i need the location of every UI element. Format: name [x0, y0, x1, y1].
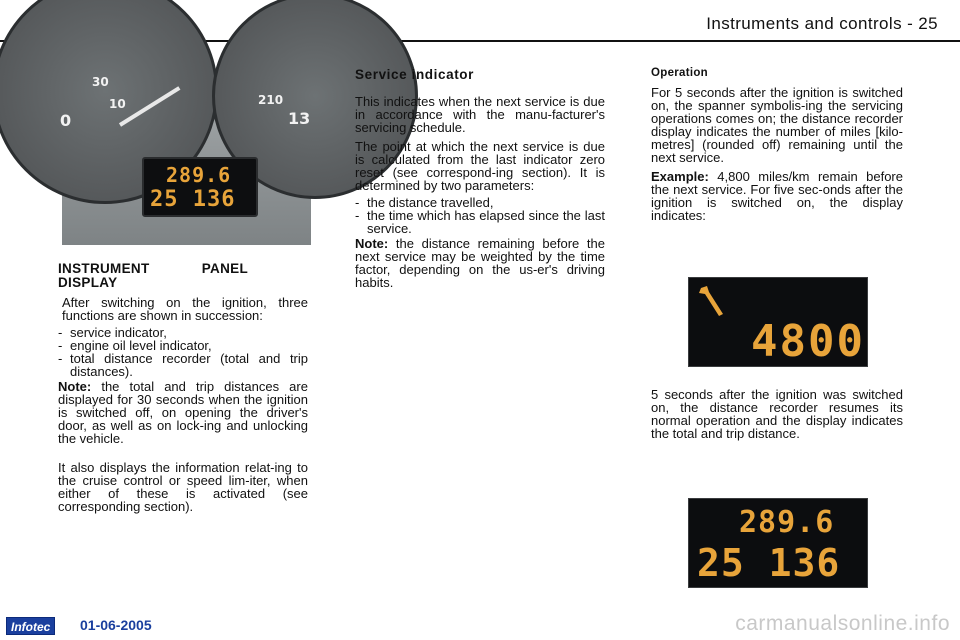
trip-distance-value: 289.6: [739, 505, 835, 540]
note-label: Note:: [58, 379, 92, 394]
gauge-label-210: 210: [258, 93, 284, 107]
example-label: Example:: [651, 169, 709, 184]
middle-p2: The point at which the next service is due is calculated from the last indicator zero reset (see correspond-ing section). It is determined by two parameters:: [355, 139, 605, 193]
left-column: [58, 262, 308, 519]
service-distance-value: 4800: [751, 316, 865, 367]
spanner-icon: [697, 284, 727, 318]
note-text: the distance remaining before the next service may be weighted by the time factor, depending on the us-er's driving habits.: [355, 236, 605, 290]
example-text: 4,800 miles/km remain before the next service. For five sec-onds after the ignition is switched on, the display indicates:: [651, 169, 903, 223]
instrument-cluster-photo: [62, 73, 311, 245]
gauge-label-13: 13: [288, 109, 311, 128]
footer-brand: Infotec: [11, 620, 51, 634]
right-column: [651, 67, 903, 228]
gauge-label-0: 0: [60, 111, 72, 130]
service-display: [688, 277, 868, 367]
service-indicator-heading: Service indicator: [355, 67, 474, 82]
instrument-panel-heading: INSTRUMENT PANEL DISPLAY: [58, 261, 248, 290]
middle-column: [355, 67, 605, 295]
cluster-total-distance: 25 136: [150, 187, 236, 212]
distance-display: [688, 498, 868, 588]
operation-heading: Operation: [651, 67, 709, 79]
list-item: - service indicator,: [58, 326, 308, 339]
left-extra: It also displays the information relat-ing to the cruise control or speed lim-iter, when either of these is activated (see corresponding section).: [58, 460, 308, 514]
right-example: [651, 170, 903, 222]
left-note: [58, 380, 308, 445]
list-item: - the time which has elapsed since the last service.: [355, 209, 605, 235]
right-p1: For 5 seconds after the ignition is switched on, the spanner symbolis-ing the servicing operations comes on; the distance recorder display indicates the number of miles [kilo-metres] (rounded off) remaining until the next service.: [651, 85, 903, 165]
page-title: Instruments and controls - 25: [706, 14, 938, 33]
note-label: Note:: [355, 236, 389, 251]
footer-brand-badge: [6, 617, 55, 635]
note-text: the total and trip distances are displayed for 30 seconds when the ignition is switched off, on opening the driver's door, as well as on lock-ing and unlocking the vehicle.: [58, 379, 308, 446]
gauge-label-10: 10: [109, 97, 126, 111]
gauge-label-30: 30: [92, 75, 109, 89]
middle-note: [355, 237, 605, 289]
list-item: - engine oil level indicator,: [58, 339, 308, 352]
list-item: - total distance recorder (total and trip distances).: [58, 352, 308, 378]
right-p2: 5 seconds after the ignition was switched on, the distance recorder resumes its normal operation and the display indicates the total and trip distance.: [651, 387, 903, 441]
function-list: [58, 326, 308, 378]
cluster-trip-distance: 289.6: [166, 163, 232, 187]
left-intro: After switching on the ignition, three functions are shown in succession:: [62, 295, 308, 323]
footer-date: 01-06-2005: [80, 617, 152, 633]
middle-p1: This indicates when the next service is due in accordance with the manu-facturer's servicing schedule.: [355, 94, 605, 135]
right-column-lower: [651, 388, 903, 446]
parameter-list: [355, 196, 605, 235]
total-distance-value: 25 136: [697, 541, 841, 585]
footer-watermark: carmanualsonline.info: [735, 612, 950, 635]
list-item: - the distance travelled,: [355, 196, 605, 209]
cluster-lcd-display: [142, 157, 258, 217]
